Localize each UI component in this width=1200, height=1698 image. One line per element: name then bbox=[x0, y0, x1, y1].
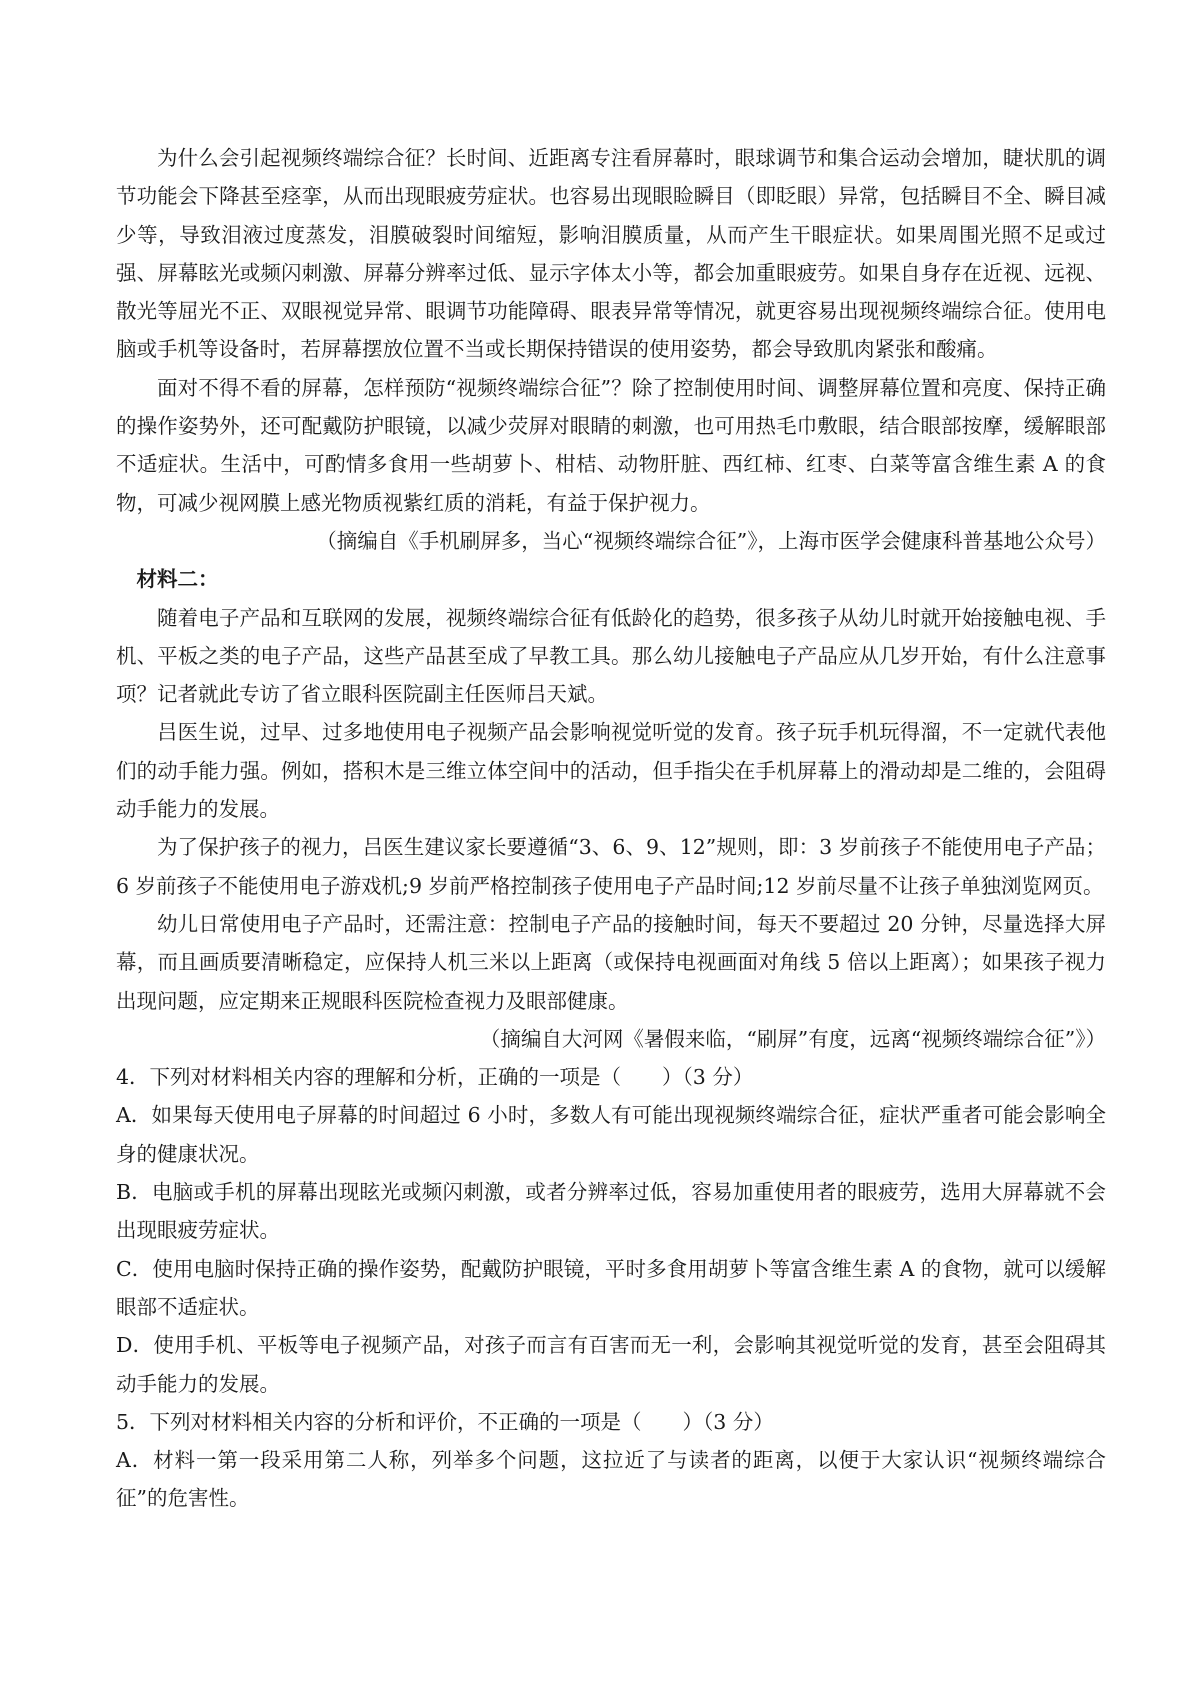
material-two-heading: 材料二： bbox=[136, 567, 219, 592]
question-4-option-b: B．电脑或手机的屏幕出现眩光或频闪刺激，或者分辨率过低，容易加重使用者的眼疲劳，选用大屏幕就不会出现眼疲劳症状。 bbox=[116, 1180, 1106, 1243]
material-two-paragraph-4: 幼儿日常使用电子产品时，还需注意：控制电子产品的接触时间，每天不要超过 20 分钟，尽量选择大屏幕，而且画质要清晰稳定，应保持人机三米以上距离（或保持电视画面对角线 5 倍以上距离）；如果孩子视力出现问题，应定期来正规眼科医院检查视力及眼部健康。 bbox=[116, 911, 1106, 1013]
material-one-paragraph-2: 面对不得不看的屏幕，怎样预防“视频终端综合征”？除了控制使用时间、调整屏幕位置和亮度、保持正确的操作姿势外，还可配戴防护眼镜，以减少荧屏对眼睛的刺激，也可用热毛巾敷眼，结合眼部按摩，缓解眼部不适症状。生活中，可酌情多食用一些胡萝卜、柑桔、动物肝脏、西红柿、红枣、白菜等富含维生素 A 的食物，可减少视网膜上感光物质视紫红质的消耗，有益于保护视力。 bbox=[116, 375, 1106, 515]
question-5-option-a: A．材料一第一段采用第二人称，列举多个问题，这拉近了与读者的距离，以便于大家认识“视频终端综合征”的危害性。 bbox=[116, 1448, 1106, 1511]
question-5-stem: 5．下列对材料相关内容的分析和评价，不正确的一项是（ ）（3 分） bbox=[116, 1409, 774, 1434]
question-4-option-c: C．使用电脑时保持正确的操作姿势，配戴防护眼镜，平时多食用胡萝卜等富含维生素 A 的食物，就可以缓解眼部不适症状。 bbox=[116, 1256, 1106, 1319]
material-two-source: （摘编自大河网《暑假来临，“刷屏”有度，远离“视频终端综合征”》） bbox=[479, 1026, 1106, 1051]
material-two-paragraph-2: 吕医生说，过早、过多地使用电子视频产品会影响视觉听觉的发育。孩子玩手机玩得溜，不一定就代表他们的动手能力强。例如，搭积木是三维立体空间中的活动，但手指尖在手机屏幕上的滑动却是二维的，会阻碍动手能力的发展。 bbox=[116, 720, 1106, 822]
material-one-paragraph-1: 为什么会引起视频终端综合征？长时间、近距离专注看屏幕时，眼球调节和集合运动会增加，睫状肌的调节功能会下降甚至痉挛，从而出现眼疲劳症状。也容易出现眼睑瞬目（即眨眼）异常，包括瞬目不全、瞬目减少等，导致泪液过度蒸发，泪膜破裂时间缩短，影响泪膜质量，从而产生干眼症状。如果周围光照不足或过强、屏幕眩光或频闪刺激、屏幕分辨率过低、显示字体太小等，都会加重眼疲劳。如果自身存在近视、远视、散光等屈光不正、双眼视觉异常、眼调节功能障碍、眼表异常等情况，就更容易出现视频终端综合征。使用电脑或手机等设备时，若屏幕摆放位置不当或长期保持错误的使用姿势，都会导致肌肉紧张和酸痛。 bbox=[116, 146, 1106, 362]
question-4-stem: 4．下列对材料相关内容的理解和分析，正确的一项是（ ）（3 分） bbox=[116, 1065, 754, 1090]
material-one-source: （摘编自《手机刷屏多，当心“视频终端综合征”》，上海市医学会健康科普基地公众号） bbox=[316, 528, 1106, 553]
reading-passage bbox=[116, 139, 1106, 1518]
question-4-option-d: D．使用手机、平板等电子视频产品，对孩子而言有百害而无一利，会影响其视觉听觉的发育，甚至会阻碍其动手能力的发展。 bbox=[116, 1333, 1106, 1396]
question-4-option-a: A．如果每天使用电子屏幕的时间超过 6 小时，多数人有可能出现视频终端综合征，症状严重者可能会影响全身的健康状况。 bbox=[116, 1103, 1106, 1166]
material-two-paragraph-3: 为了保护孩子的视力，吕医生建议家长要遵循“3、6、9、12”规则，即：3 岁前孩子不能使用电子产品；6 岁前孩子不能使用电子游戏机;9 岁前严格控制孩子使用电子产品时间;12 岁前尽量不让孩子单独浏览网页。 bbox=[116, 835, 1106, 898]
material-two-paragraph-1: 随着电子产品和互联网的发展，视频终端综合征有低龄化的趋势，很多孩子从幼儿时就开始接触电视、手机、平板之类的电子产品，这些产品甚至成了早教工具。那么幼儿接触电子产品应从几岁开始，有什么注意事项？记者就此专访了省立眼科医院副主任医师吕天斌。 bbox=[116, 605, 1106, 707]
